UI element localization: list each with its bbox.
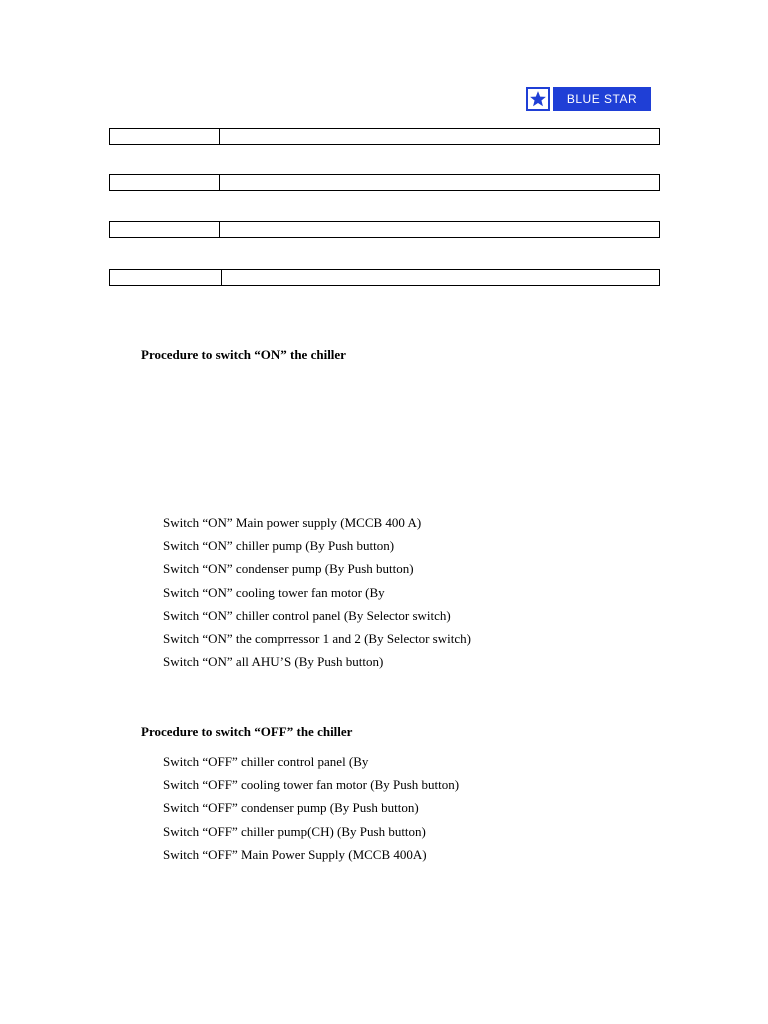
header-table-row [109,269,660,286]
procedure-step: Switch “ON” condenser pump (By Push button) [163,561,414,577]
header-table-row [109,221,660,238]
procedure-step: Switch “ON” the comprressor 1 and 2 (By Selector switch) [163,630,471,646]
procedure-on-steps [163,515,471,677]
procedure-step: Switch “ON” Main power supply (MCCB 400 A) [163,515,422,530]
procedure-step: Switch “ON” all AHU’S (By Push button) [163,654,384,670]
procedure-step: Switch “OFF” condenser pump (By Push button) [163,800,419,816]
header-table-row [109,128,660,145]
blue-star-logo [526,87,651,111]
header-table-row [109,174,660,191]
procedure-off-steps [163,754,459,870]
logo-wordmark-bar [553,87,651,111]
procedure-step: Switch “ON” chiller control panel (By Selector switch) [163,607,451,623]
logo-text: BLUE STAR [566,92,638,106]
header-cell-left [110,129,220,144]
procedure-on-heading: Procedure to switch “ON” the chiller [141,347,346,362]
header-cell-left [110,222,220,237]
header-cell-left [110,270,222,285]
procedure-step: Switch “ON” chiller pump (By Push button) [163,538,395,554]
header-cell-left [110,175,220,190]
procedure-step: Switch “OFF” chiller control panel (By [163,754,369,769]
star-icon [526,87,550,111]
procedure-off-heading: Procedure to switch “OFF” the chiller [141,724,353,739]
procedure-step: Switch “OFF” chiller pump(CH) (By Push button) [163,823,426,839]
procedure-step: Switch “OFF” Main Power Supply (MCCB 400A) [163,846,427,862]
procedure-step: Switch “OFF” cooling tower fan motor (By Push button) [163,777,460,793]
procedure-step: Switch “ON” cooling tower fan motor (By [163,584,385,600]
